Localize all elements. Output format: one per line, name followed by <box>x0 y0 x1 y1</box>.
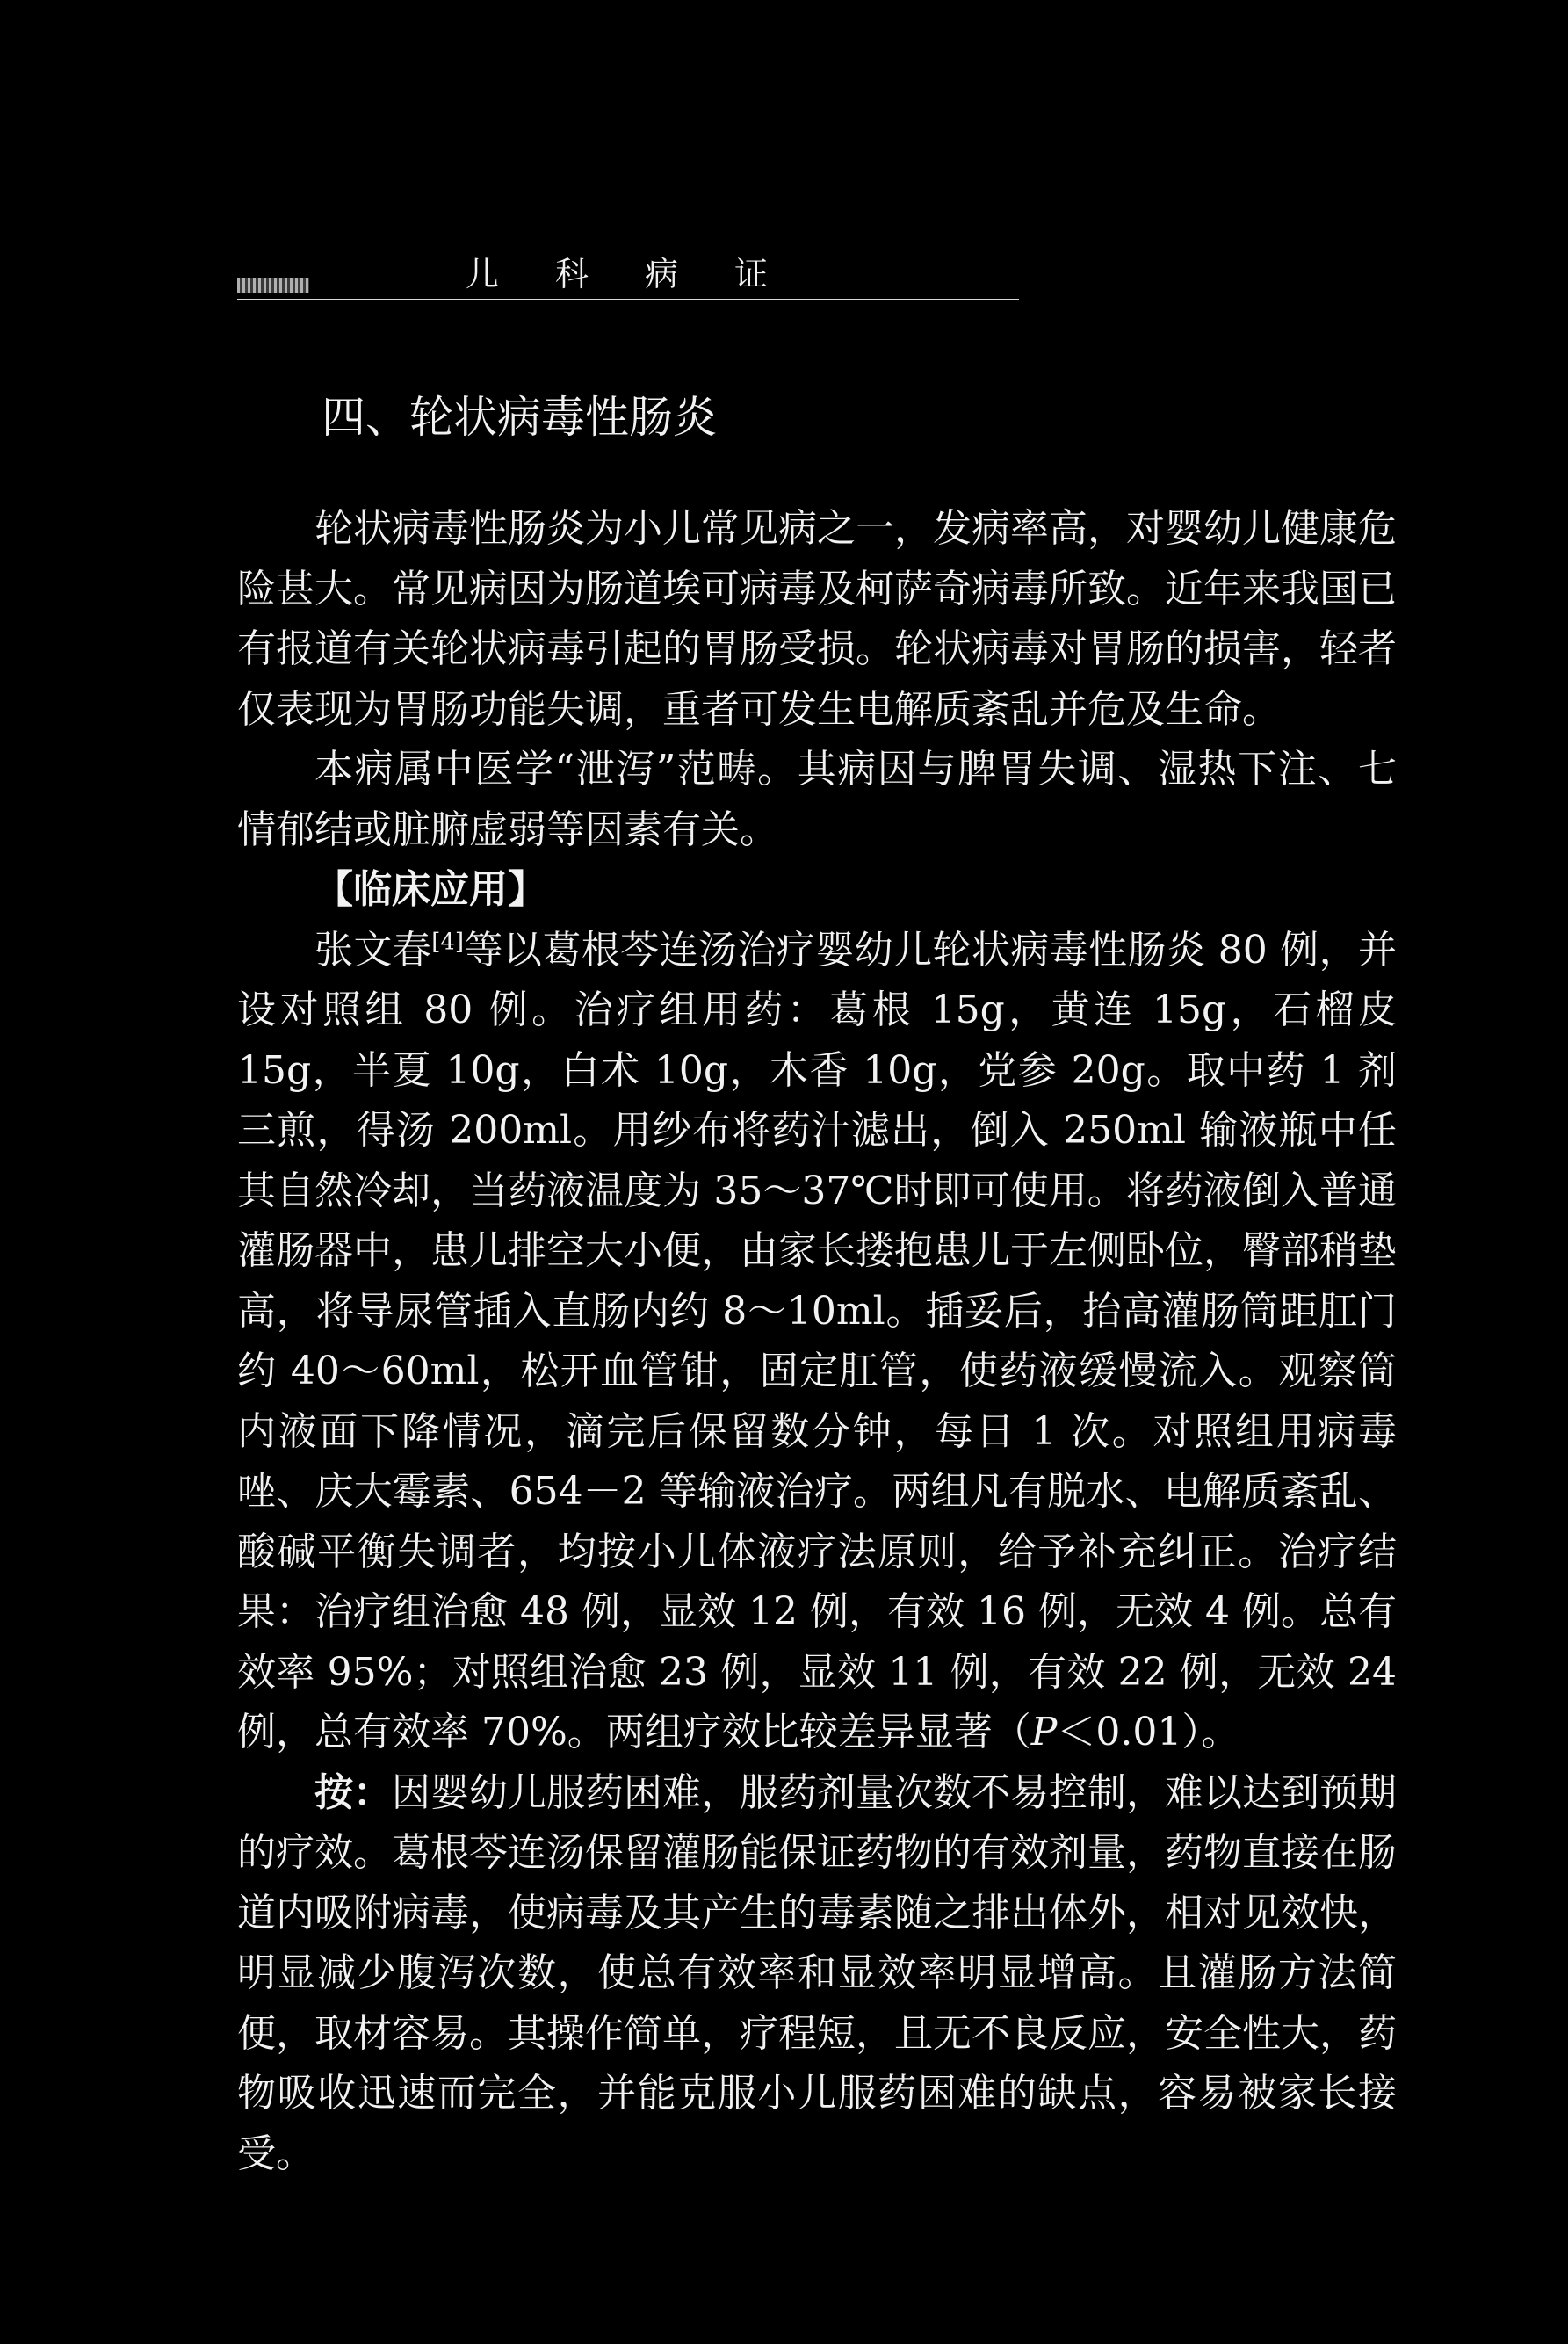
p-value-tail: ＜0.01）。 <box>1057 1710 1240 1754</box>
header-title: 儿 科 病 证 <box>465 255 791 293</box>
note-paragraph <box>237 1763 1397 2185</box>
clinical-heading: 【临床应用】 <box>314 867 546 912</box>
header-rule <box>237 299 1019 300</box>
page-body <box>237 387 1397 2184</box>
running-header <box>237 253 1019 306</box>
p-value-symbol: P <box>1030 1710 1058 1754</box>
author-name: 张文春 <box>314 927 432 973</box>
clinical-paragraph <box>237 921 1397 1763</box>
section-title: 四、轮状病毒性肠炎 <box>322 392 717 443</box>
clinical-body: 等以葛根芩连汤治疗婴幼儿轮状病毒性肠炎 80 例，并设对照组 80 例。治疗组用药：葛根 15g，黄连 15g，石榴皮 15g，半夏 10g，白术 10g，木香 10g，党参 20g。取中药 1 剂三煎，得汤 200ml。用纱布将药汁滤出，倒入 250ml 输液瓶中任其自然冷却，当药液温度为 35～37℃时即可使用。将药液倒入普通灌肠器中，患儿排空大小便，由家长搂抱患儿于左侧卧位，臀部稍垫高，将导尿管插入直肠内约 8～10ml。插妥后，抬高灌肠筒距肛门约 40～60ml，松开血管钳，固定肛管，使药液缓慢流入。观察筒内液面下降情况，滴完后保留数分钟，每日 1 次。对照组用病毒唑、庆大霉素、654－2 等输液治疗。两组凡有脱水、电解质紊乱、酸碱平衡失调者，均按小儿体液疗法原则，给予补充纠正。治疗结果：治疗组治愈 48 例，显效 12 例，有效 16 例，无效 4 例。总有效率 95%；对照组治愈 23 例，显效 11 例，有效 22 例，无效 24 例，总有效率 70%。两组疗效比较差异显著（ <box>237 927 1397 1754</box>
note-label: 按： <box>314 1769 392 1815</box>
reference-mark: [4] <box>431 928 465 955</box>
note-body: 因婴幼儿服药困难，服药剂量次数不易控制，难以达到预期的疗效。葛根芩连汤保留灌肠能保证药物的有效剂量，药物直接在肠道内吸附病毒，使病毒及其产生的毒素随之排出体外，相对见效快，明显减少腹泻次数，使总有效率和显效率明显增高。且灌肠方法简便，取材容易。其操作简单，疗程短，且无不良反应，安全性大，药物吸收迅速而完全，并能克服小儿服药困难的缺点，容易被家长接受。 <box>237 1769 1397 2176</box>
tcm-paragraph: 本病属中医学“泄泻”范畴。其病因与脾胃失调、湿热下注、七情郁结或脏腑虚弱等因素有关。 <box>237 747 1397 852</box>
intro-paragraph: 轮状病毒性肠炎为小儿常见病之一，发病率高，对婴幼儿健康危险甚大。常见病因为肠道埃可病毒及柯萨奇病毒所致。近年来我国已有报道有关轮状病毒引起的胃肠受损。轮状病毒对胃肠的损害，轻者仅表现为胃肠功能失调，重者可发生电解质紊乱并危及生命。 <box>237 506 1397 732</box>
